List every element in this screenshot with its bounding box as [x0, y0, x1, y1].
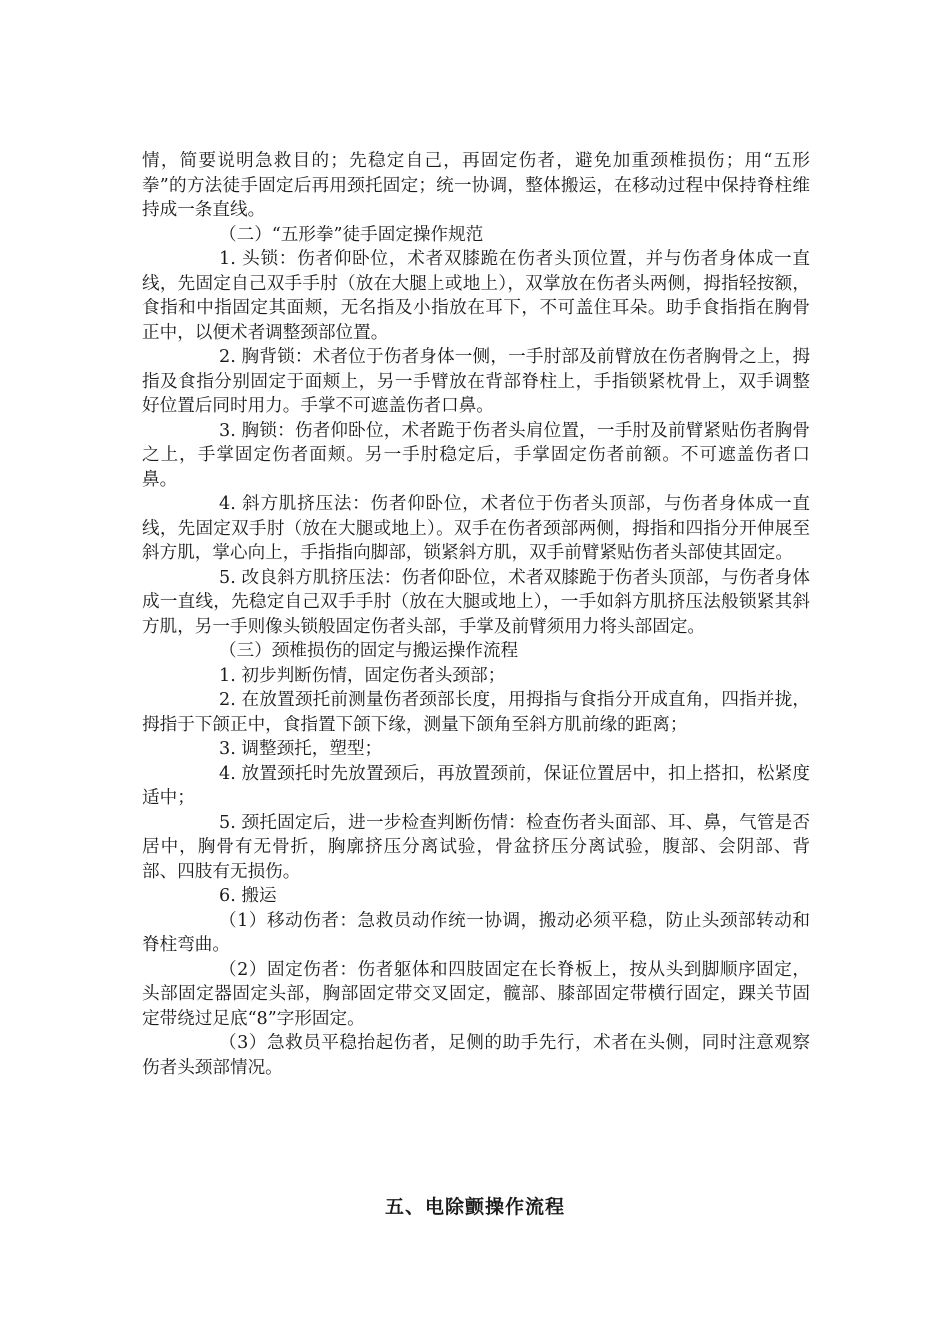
step-6-substep-2: （2）固定伤者：伤者躯体和四肢固定在长脊板上，按从头到脚顺序固定，头部固定器固定头部，胸部固定带交叉固定，髋部、膝部固定带横行固定，踝关节固定带绕过足底“8”字形固定。 — [142, 959, 810, 1029]
step-1: 1. 初步判断伤情，固定伤者头颈部； — [219, 665, 506, 686]
subsection-title-3: （三）颈椎损伤的固定与搬运操作流程 — [219, 641, 519, 661]
step-2: 2. 在放置颈托前测量伤者颈部长度，用拇指与食指分开成直角，四指并拢，拇指于下颌正中，食指置下颌下缘，测量下颌角至斜方肌前缘的距离； — [142, 690, 810, 735]
paragraph-chest-back-lock: 2. 胸背锁：术者位于伤者身体一侧，一手肘部及前臂放在伤者胸骨之上，拇指及食指分别固定于面颊上，另一手臂放在背部脊柱上，手指锁紧枕骨上，双手调整好位置后同时用力。手掌不可遮盖伤者口鼻。 — [142, 347, 810, 416]
step-6: 6. 搬运 — [219, 886, 277, 906]
paragraph-modified-trapezius: 5. 改良斜方肌挤压法：伤者仰卧位，术者双膝跪于伤者头顶部，与伤者身体成一直线，先稳定自己双手手肘（放在大腿或地上），一手如斜方肌挤压法般锁紧其斜方肌，另一手则像头锁般固定伤者头部，手掌及前臂须用力将头部固定。 — [142, 567, 810, 637]
step-6-substep-1: （1）移动伤者：急救员动作统一协调，搬动必须平稳，防止头颈部转动和脊柱弯曲。 — [142, 910, 810, 955]
paragraph-head-lock: 1. 头锁：伤者仰卧位，术者双膝跪在伤者头顶位置，并与伤者身体成一直线，先固定自己双手手肘（放在大腿上或地上），双掌放在伤者头两侧，拇指轻按额，食指和中指固定其面颊，无名指及小指放在耳下，不可盖住耳朵。助手食指指在胸骨正中，以便术者调整颈部位置。 — [142, 249, 810, 343]
step-5: 5. 颈托固定后，进一步检查判断伤情：检查伤者头面部、耳、鼻，气管是否居中，胸骨有无骨折，胸廓挤压分离试验，骨盆挤压分离试验，腹部、会阴部、背部、四肢有无损伤。 — [142, 812, 810, 882]
subsection-title-2: （二）“五形拳”徒手固定操作规范 — [219, 224, 484, 245]
body-text — [142, 149, 810, 1080]
step-4: 4. 放置颈托时先放置颈后，再放置颈前，保证位置居中，扣上搭扣，松紧度适中； — [142, 763, 810, 808]
paragraph-chest-lock: 3. 胸锁：伤者仰卧位，术者跪于伤者头肩位置，一手肘及前臂紧贴伤者胸骨之上，手掌固定伤者面颊。另一手肘稳定后，手掌固定伤者前额。不可遮盖伤者口鼻。 — [142, 420, 810, 490]
section-heading: 五、电除颤操作流程 — [384, 1196, 565, 1218]
step-6-substep-3: （3）急救员平稳抬起伤者，足侧的助手先行，术者在头侧，同时注意观察伤者头颈部情况。 — [142, 1033, 810, 1078]
paragraph-trapezius-squeeze: 4. 斜方肌挤压法：伤者仰卧位，术者位于伤者头顶部，与伤者身体成一直线，先固定双手肘（放在大腿或地上）。双手在伤者颈部两侧，拇指和四指分开伸展至斜方肌，掌心向上，手指指向脚部，锁紧斜方肌，双手前臂紧贴伤者头部使其固定。 — [142, 494, 810, 563]
paragraph-continuation: 情，简要说明急救目的；先稳定自己，再固定伤者，避免加重颈椎损伤；用“五形拳”的方法徒手固定后再用颈托固定；统一协调，整体搬运，在移动过程中保持脊柱维持成一条直线。 — [142, 151, 810, 220]
step-3: 3. 调整颈托，塑型； — [219, 739, 383, 759]
